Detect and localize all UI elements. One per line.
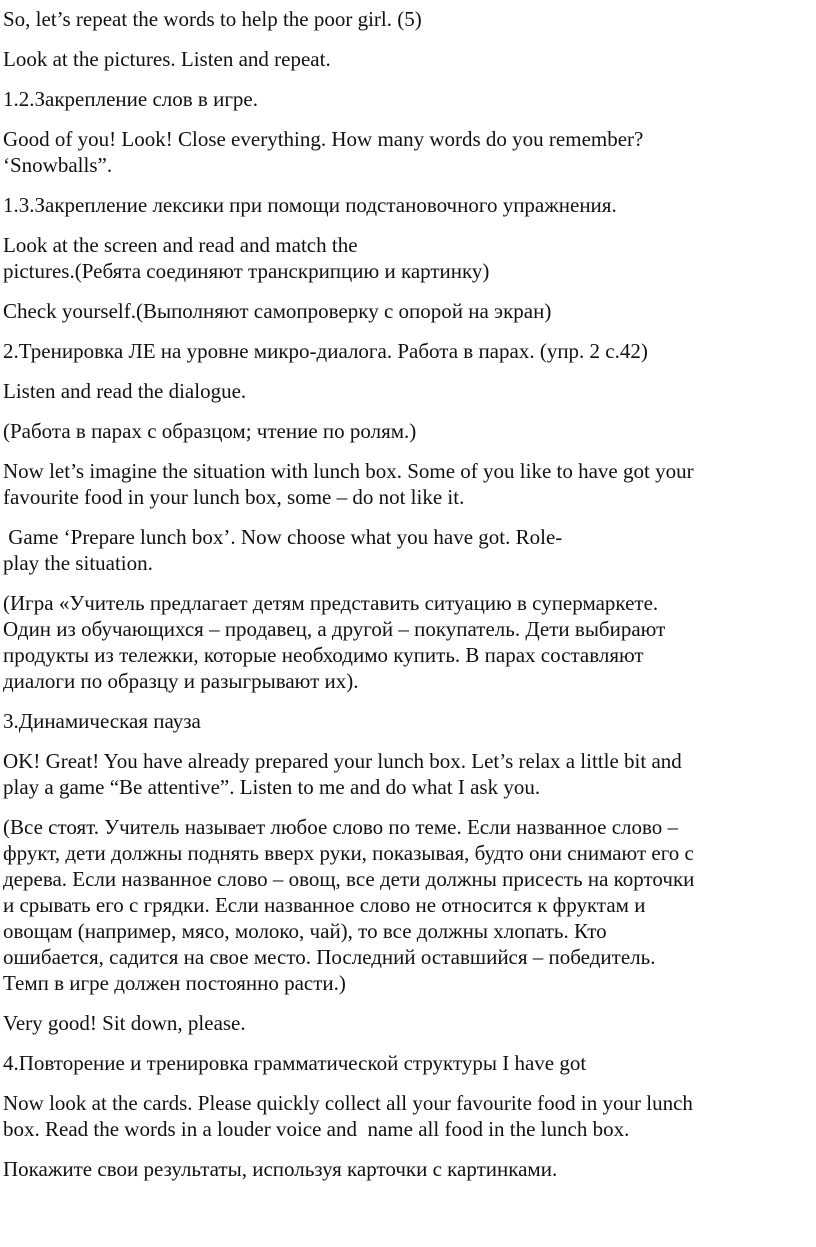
text-line: (Игра «Учитель предлагает детям представить ситуацию в супермаркете.: [3, 591, 659, 615]
text-line: play a game “Be attentive”. Listen to me and do what I ask you.: [3, 775, 541, 799]
document-page: [3, 6, 811, 1196]
text-line: play the situation.: [3, 551, 153, 575]
text-line: овощам (например, мясо, молоко, чай), то все должны хлопать. Кто: [3, 919, 607, 943]
paragraph-game-rules: [3, 814, 811, 996]
text-line: Game ‘Prepare lunch box’. Now choose what you have got. Role-: [3, 525, 563, 549]
text-line: box. Read the words in a louder voice and name all food in the lunch box.: [3, 1117, 630, 1141]
text-line: Very good! Sit down, please.: [3, 1011, 246, 1035]
paragraph-listen-dialogue: [3, 378, 811, 404]
paragraph-show-results: [3, 1156, 811, 1182]
text-line: Now look at the cards. Please quickly collect all your favourite food in your lunch: [3, 1091, 693, 1115]
text-line: Listen and read the dialogue.: [3, 379, 247, 403]
paragraph-look-listen: [3, 46, 811, 72]
text-line: favourite food in your lunch box, some – do not like it.: [3, 485, 465, 509]
paragraph-supermarket-game: [3, 590, 811, 694]
text-line: Look at the pictures. Listen and repeat.: [3, 47, 331, 71]
paragraph-pair-work: [3, 418, 811, 444]
paragraph-be-attentive: [3, 748, 811, 800]
text-line: Good of you! Look! Close everything. How many words do you remember?: [3, 127, 644, 151]
section-heading-4: [3, 1050, 811, 1076]
text-line: Темп в игре должен постоянно расти.): [3, 971, 346, 995]
text-line: (Работа в парах с образцом; чтение по ролям.): [3, 419, 417, 443]
text-line: Check yourself.(Выполняют самопроверку с опорой на экран): [3, 299, 552, 323]
text-line: 4.Повторение и тренировка грамматической структуры I have got: [3, 1051, 587, 1075]
text-line: Один из обучающихся – продавец, а другой – покупатель. Дети выбирают: [3, 617, 666, 641]
paragraph-snowballs: [3, 126, 811, 178]
text-line: Покажите свои результаты, используя карточки с картинками.: [3, 1157, 558, 1181]
text-line: диалоги по образцу и разыгрывают их).: [3, 669, 359, 693]
text-line: So, let’s repeat the words to help the poor girl. (5): [3, 7, 422, 31]
text-line: 1.3.Закрепление лексики при помощи подстановочного упражнения.: [3, 193, 617, 217]
section-heading-1-3: [3, 192, 811, 218]
text-line: OK! Great! You have already prepared your lunch box. Let’s relax a little bit and: [3, 749, 682, 773]
section-heading-1-2: [3, 86, 811, 112]
text-line: 2.Тренировка ЛЕ на уровне микро-диалога. Работа в парах. (упр. 2 с.42): [3, 339, 648, 363]
paragraph-sit-down: [3, 1010, 811, 1036]
text-line: ошибается, садится на свое место. Последний оставшийся – победитель.: [3, 945, 656, 969]
text-line: фрукт, дети должны поднять вверх руки, показывая, будто они снимают его с: [3, 841, 694, 865]
paragraph-game-prepare: [3, 524, 811, 576]
paragraph-cards: [3, 1090, 811, 1142]
text-line: и срывать его с грядки. Если названное слово не относится к фруктам и: [3, 893, 646, 917]
text-line: дерева. Если названное слово – овощ, все дети должны присесть на корточки: [3, 867, 695, 891]
text-line: (Все стоят. Учитель называет любое слово по теме. Если названное слово –: [3, 815, 679, 839]
section-heading-2: [3, 338, 811, 364]
text-line: Now let’s imagine the situation with lunch box. Some of you like to have got your: [3, 459, 694, 483]
text-line: Look at the screen and read and match the: [3, 233, 358, 257]
paragraph-match-pictures: [3, 232, 811, 284]
paragraph-intro: [3, 6, 811, 32]
text-line: 1.2.Закрепление слов в игре.: [3, 87, 259, 111]
section-heading-3: [3, 708, 811, 734]
paragraph-check-yourself: [3, 298, 811, 324]
text-line: ‘Snowballs”.: [3, 153, 113, 177]
text-line: 3.Динамическая пауза: [3, 709, 201, 733]
text-line: продукты из тележки, которые необходимо купить. В парах составляют: [3, 643, 644, 667]
text-line: pictures.(Ребята соединяют транскрипцию и картинку): [3, 259, 490, 283]
paragraph-lunch-box: [3, 458, 811, 510]
